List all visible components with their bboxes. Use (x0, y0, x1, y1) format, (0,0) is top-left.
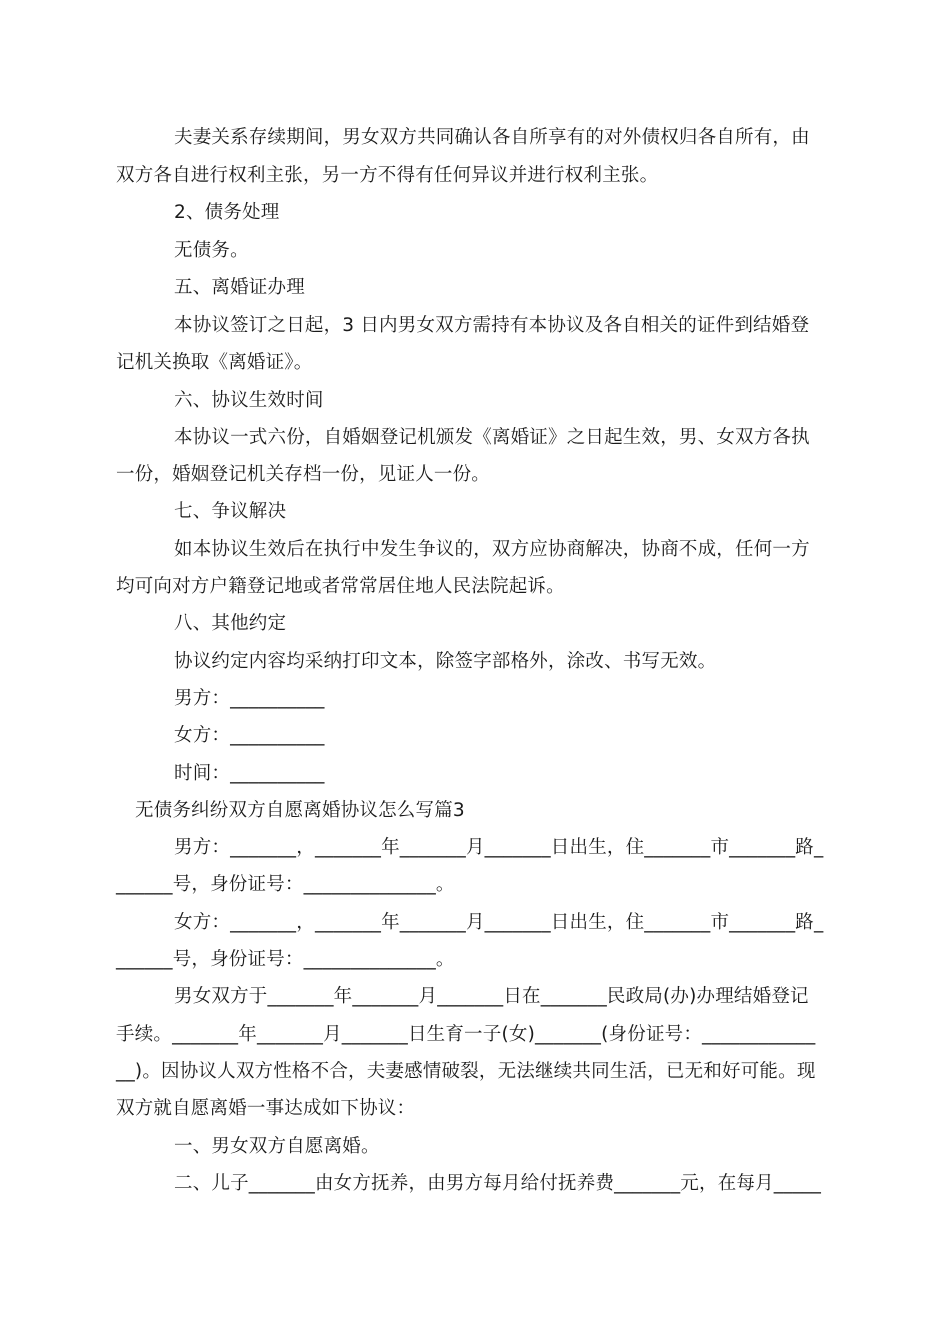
paragraph-line: ______号，身份证号：______________。 (116, 949, 455, 970)
section-heading: 五、离婚证办理 (174, 277, 305, 298)
paragraph-line: 本协议一式六份，自婚姻登记机颁发《离婚证》之日起生效，男、女双方各执 (174, 427, 810, 448)
paragraph-line: 记机关换取《离婚证》。 (116, 352, 313, 373)
paragraph-line: 夫妻关系存续期间，男女双方共同确认各自所享有的对外债权归各自所有，由 (174, 127, 810, 148)
paragraph-line: 男女双方于_______年_______月_______日在_______民政局(办)办理结婚登记 (174, 986, 809, 1007)
section-heading: 一、男女双方自愿离婚。 (174, 1136, 380, 1157)
paragraph-line: 均可向对方户籍登记地或者常常居住地人民法院起诉。 (116, 576, 565, 597)
paragraph-line: 双方各自进行权利主张，另一方不得有任何异议并进行权利主张。 (116, 165, 659, 186)
paragraph-line: 男方：_______，_______年_______月_______日出生，住_______市_______路_ (174, 837, 824, 858)
signature-field-female: 女方：__________ (174, 725, 325, 746)
section-heading: 七、争议解决 (174, 501, 287, 522)
paragraph-line: 二、儿子_______由女方抚养，由男方每月给付抚养费_______元，在每月_____ (174, 1173, 822, 1194)
section-heading: 2、债务处理 (174, 202, 280, 223)
section-heading: 六、协议生效时间 (174, 390, 324, 411)
paragraph-line: 一份，婚姻登记机关存档一份，见证人一份。 (116, 464, 491, 485)
paragraph-line: 协议约定内容均采纳打印文本，除签字部格外，涂改、书写无效。 (174, 651, 717, 672)
signature-field-male: 男方：__________ (174, 688, 325, 709)
paragraph-line: 本协议签订之日起，3 日内男女双方需持有本协议及各自相关的证件到结婚登 (174, 315, 810, 336)
paragraph-line: ______号，身份证号：______________。 (116, 874, 455, 895)
paragraph-line: 无债务。 (174, 240, 249, 261)
signature-field-date: 时间：__________ (174, 763, 325, 784)
paragraph-line: 双方就自愿离婚一事达成如下协议： (116, 1098, 416, 1119)
paragraph-line: 女方：_______，_______年_______月_______日出生，住_______市_______路_ (174, 912, 824, 933)
paragraph-line: 如本协议生效后在执行中发生争议的，双方应协商解决，协商不成，任何一方 (174, 539, 810, 560)
paragraph-line: __)。因协议人双方性格不合，夫妻感情破裂，无法继续共同生活，已无和好可能。现 (116, 1061, 816, 1082)
document-title: 无债务纠纷双方自愿离婚协议怎么写篇3 (135, 800, 465, 821)
section-heading: 八、其他约定 (174, 613, 287, 634)
paragraph-line: 手续。_______年_______月_______日生育一子(女)_______(身份证号：____________ (116, 1024, 816, 1045)
